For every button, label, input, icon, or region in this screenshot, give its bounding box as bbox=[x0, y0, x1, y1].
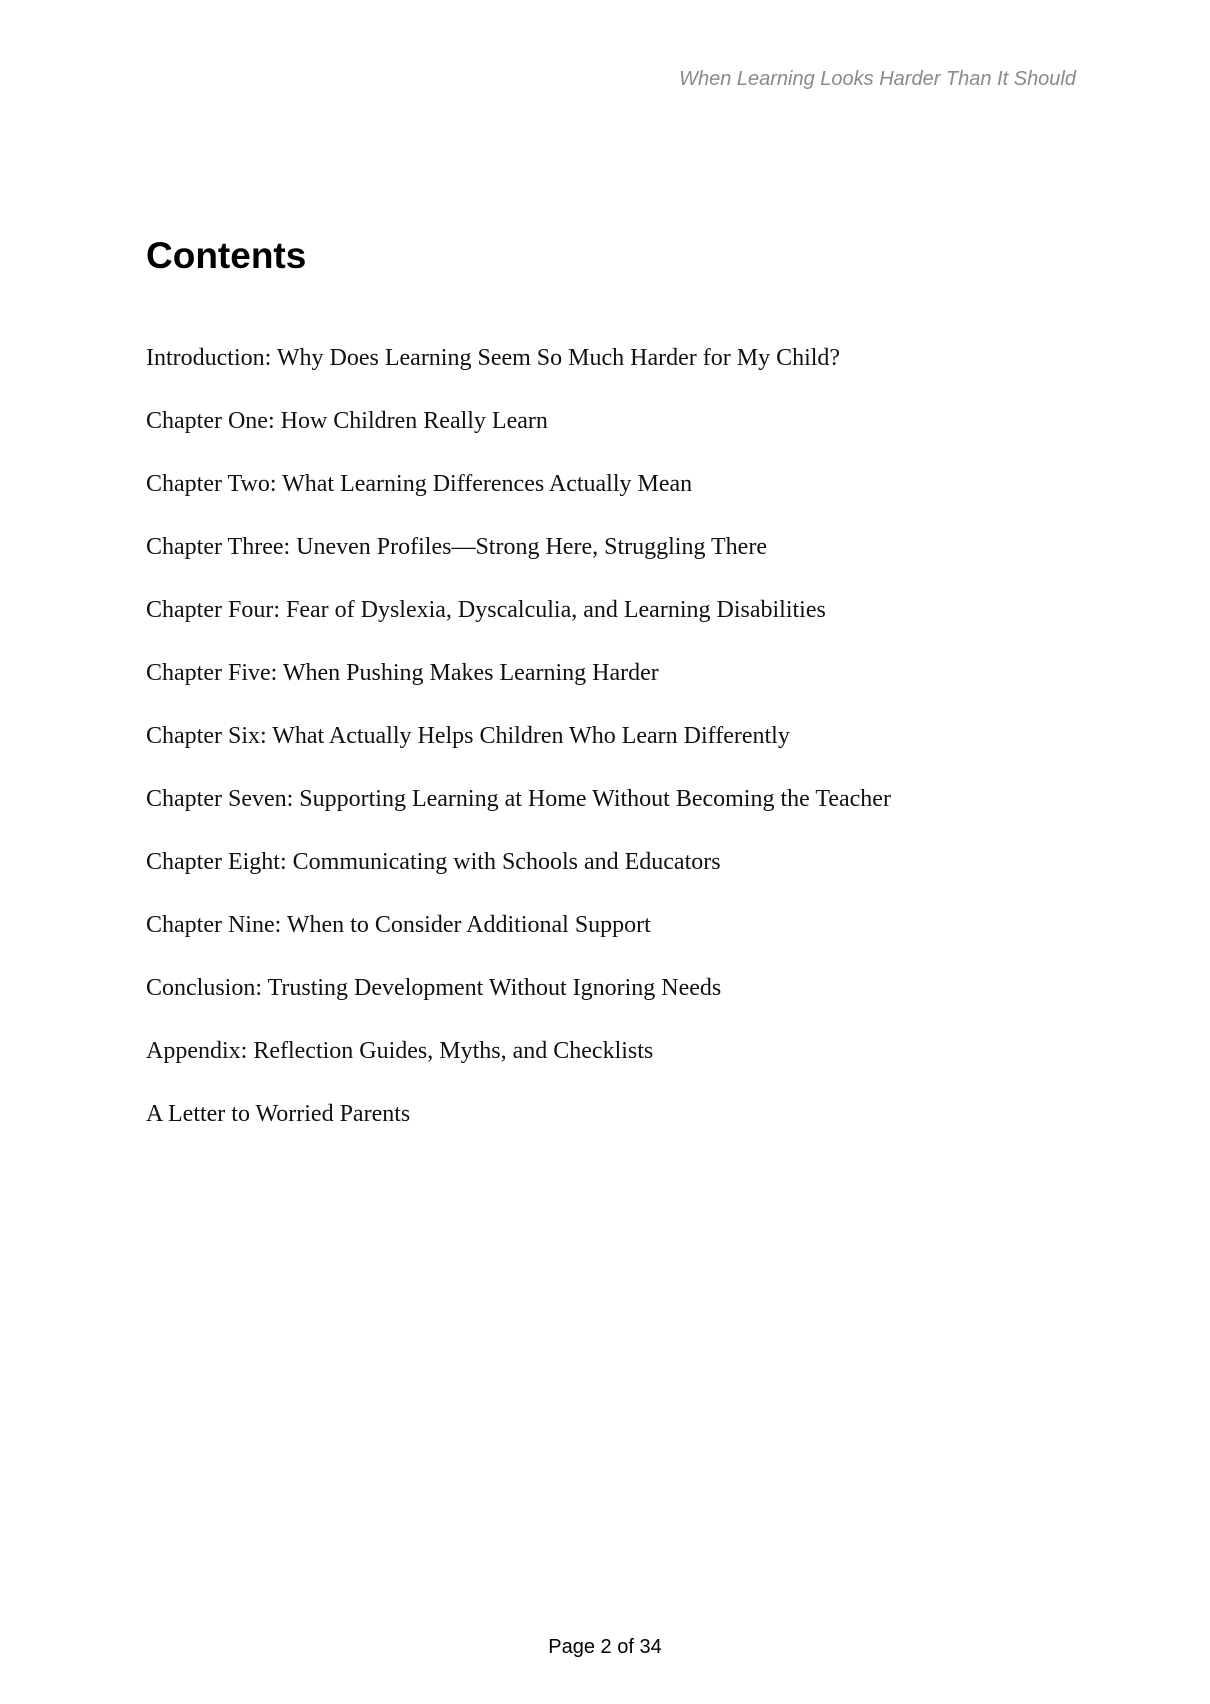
toc-entry-conclusion: Conclusion: Trusting Development Without Ignoring Needs bbox=[146, 975, 722, 1001]
toc-entry-appendix: Appendix: Reflection Guides, Myths, and Checklists bbox=[146, 1038, 654, 1064]
toc-entry-chapter-three: Chapter Three: Uneven Profiles—Strong Here, Struggling There bbox=[146, 534, 767, 560]
toc-entry-chapter-eight: Chapter Eight: Communicating with Schools and Educators bbox=[146, 849, 721, 875]
toc-entry-chapter-one: Chapter One: How Children Really Learn bbox=[146, 408, 548, 434]
toc-entry-introduction: Introduction: Why Does Learning Seem So Much Harder for My Child? bbox=[146, 345, 841, 371]
page-number: Page 2 of 34 bbox=[548, 1636, 662, 1658]
toc-entry-chapter-six: Chapter Six: What Actually Helps Children Who Learn Differently bbox=[146, 723, 790, 749]
toc-entry-chapter-two: Chapter Two: What Learning Differences Actually Mean bbox=[146, 471, 693, 497]
contents-list bbox=[146, 341, 891, 1160]
contents-heading: Contents bbox=[146, 235, 307, 276]
toc-entry-chapter-seven: Chapter Seven: Supporting Learning at Home Without Becoming the Teacher bbox=[146, 786, 891, 812]
toc-entry-letter: A Letter to Worried Parents bbox=[146, 1101, 411, 1127]
toc-entry-chapter-nine: Chapter Nine: When to Consider Additional Support bbox=[146, 912, 651, 938]
toc-entry-chapter-four: Chapter Four: Fear of Dyslexia, Dyscalculia, and Learning Disabilities bbox=[146, 597, 826, 623]
toc-entry-chapter-five: Chapter Five: When Pushing Makes Learning Harder bbox=[146, 660, 659, 686]
running-header: When Learning Looks Harder Than It Should bbox=[679, 68, 1076, 90]
